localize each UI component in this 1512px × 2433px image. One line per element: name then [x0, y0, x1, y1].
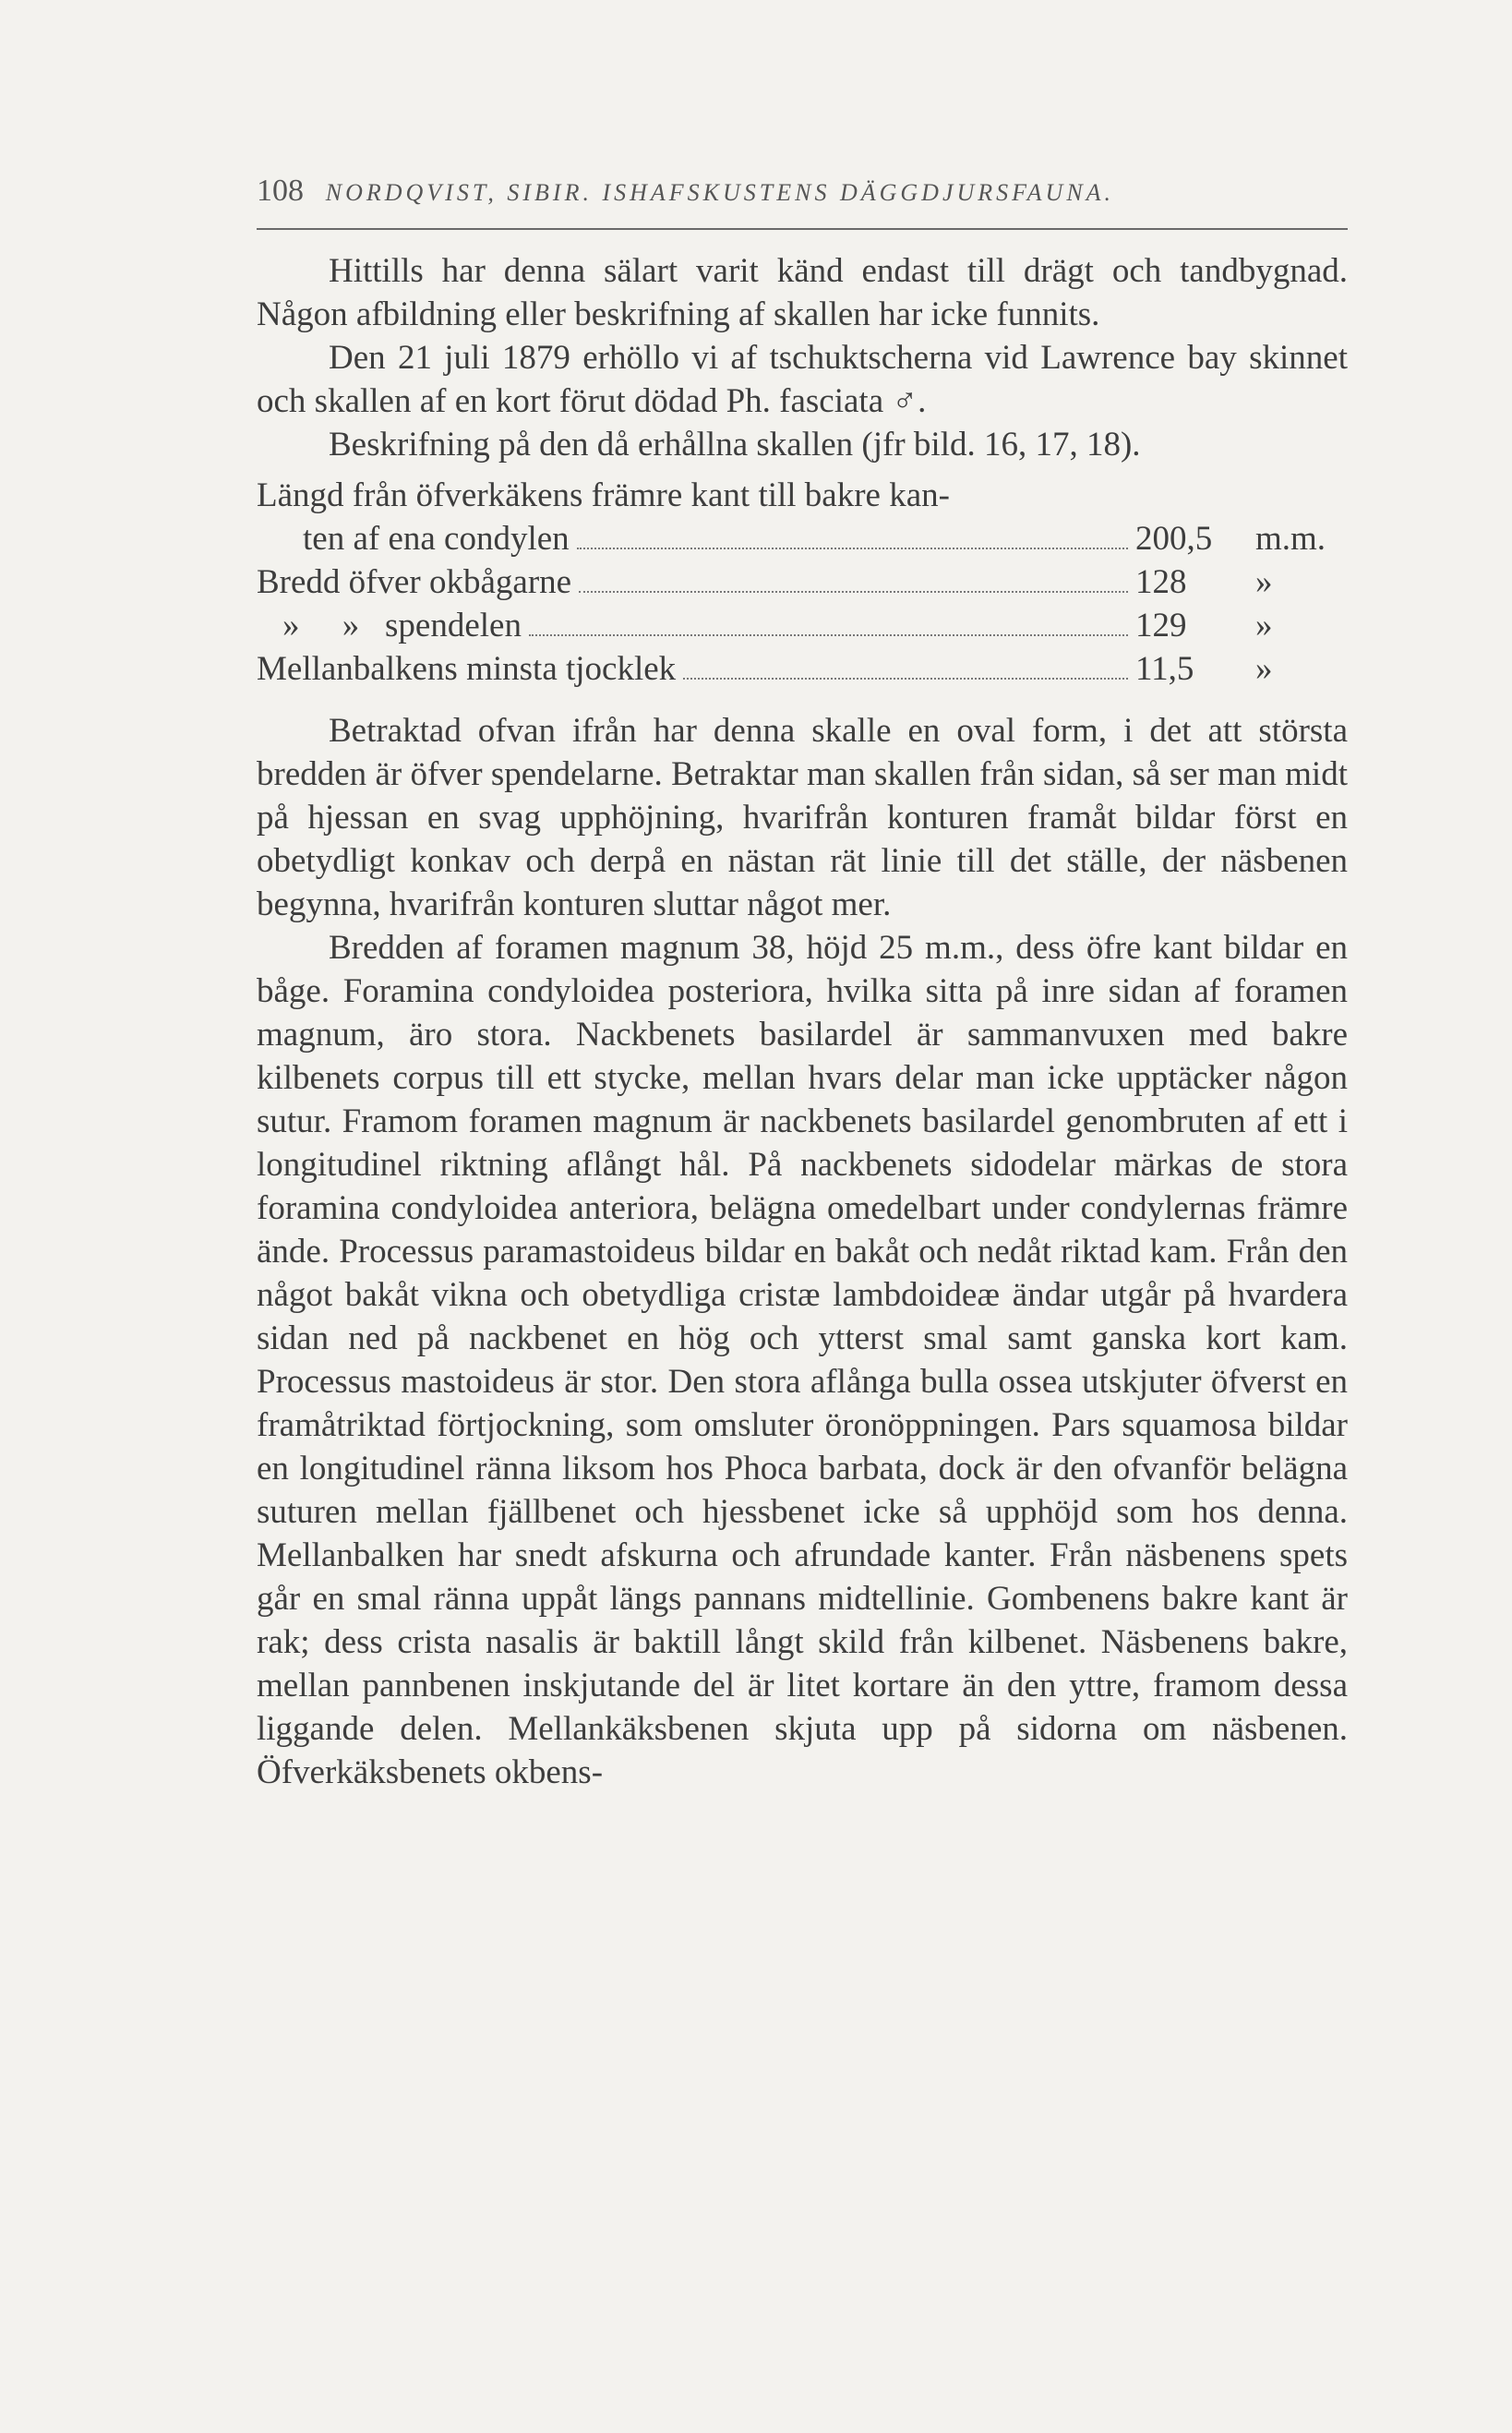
measurement-unit: »	[1255, 650, 1273, 688]
running-title: NORDQVIST, SIBIR. ISHAFSKUSTENS DÄGGDJURSFAUNA.	[325, 179, 1115, 206]
paragraph: Beskrifning på den då erhållna skallen (jfr bild. 16, 17, 18).	[329, 426, 1141, 464]
measurement-label: Bredd öfver okbågarne	[257, 563, 572, 601]
measurement-row	[257, 647, 1348, 691]
paragraph: Hittills har denna sälart varit känd endast till drägt och tandbygnad. Någon afbildning eller beskrifning af skallen har icke funnits.	[257, 252, 1348, 333]
paragraph: Bredden af foramen magnum 38, höjd 25 m.m., dess öfre kant bildar en båge. Foramina condyloidea posteriora, hvilka sitta på inre sidan af foramen magnum, äro stora. Nackbenets basilardel är sammanvuxen med bakre kilbenets corpus till ett stycke, mellan hvars delar man icke upptäcker någon sutur. Framom foramen magnum är nackbenets basilardel genombruten af ett i longitudinel riktning aflångt hål. På nackbenets sidodelar märkas de stora foramina condyloidea anteriora, belägna omedelbart under condylernas främre ände. Processus paramastoideus bildar en bakåt och nedåt riktad kam. Från den något bakåt vikna och obetydliga cristæ lambdoideæ ändar utgår på hvardera sidan ned på nackbenet en hög och ytterst smal samt ganska kort kam. Processus mastoideus är stor. Den stora aflånga bulla ossea utskjuter öfverst en framåtriktad förtjockning, som omsluter öronöppningen. Pars squamosa bildar en longitudinel ränna liksom hos Phoca barbata, dock är den ofvanför belägna suturen mellan fjällbenet och hjessbenet icke så upphöjd som hos denna. Mellanbalken har snedt afskurna och afrundade kanter. Från näsbenens spets går en smal ränna uppåt längs pannans midtellinie. Gombenens bakre kant är rak; dess crista nasalis är baktill långt skild från kilbenet. Näsbenens bakre, mellan pannbenen inskjutande del är litet kortare än den yttre, framom dessa liggande delen. Mellankäksbenen skjuta upp på sidorna om näsbenen. Öfverkäksbenets okbens-	[257, 929, 1348, 1791]
leader-dots	[529, 634, 1128, 636]
leader-dots	[683, 678, 1128, 680]
measurement-row	[257, 474, 1348, 517]
measurement-value: 200,5	[1135, 520, 1213, 558]
leader-dots	[577, 548, 1128, 549]
paragraph: Den 21 juli 1879 erhöllo vi af tschuktscherna vid Lawrence bay skinnet och skallen af en kort förut dödad Ph. fasciata ♂.	[257, 339, 1348, 420]
paragraph: Betraktad ofvan ifrån har denna skalle en oval form, i det att största bredden är öfver spendelarne. Betraktar man skallen från sidan, så ser man midt på hjessan en svag upphöjning, hvarifrån konturen framåt bildar först en obetydligt konkav och derpå en nästan rät linie till det ställe, der näsbenen begynna, hvarifrån konturen sluttar något mer.	[257, 712, 1348, 923]
measurement-label: » » spendelen	[282, 607, 522, 644]
measurement-value: 128	[1135, 563, 1187, 601]
measurement-unit: »	[1255, 607, 1273, 644]
measurement-value: 11,5	[1135, 650, 1194, 688]
measurement-label: Mellanbalkens minsta tjocklek	[257, 650, 677, 688]
measurement-label: Längd från öfverkäkens främre kant till bakre kan-	[257, 476, 950, 514]
body-text	[257, 249, 1348, 1794]
measurement-value: 129	[1135, 607, 1187, 644]
measurement-unit: »	[1255, 563, 1273, 601]
running-header	[257, 174, 1348, 209]
measurement-row	[257, 604, 1348, 647]
page-number: 108	[257, 174, 304, 208]
measurement-unit: m.m.	[1255, 520, 1326, 558]
measurement-row	[257, 517, 1348, 560]
leader-dots	[579, 591, 1128, 593]
header-rule	[257, 228, 1348, 230]
measurement-label: ten af ena condylen	[303, 520, 570, 558]
measurement-row	[257, 560, 1348, 604]
measurement-table	[257, 474, 1348, 691]
